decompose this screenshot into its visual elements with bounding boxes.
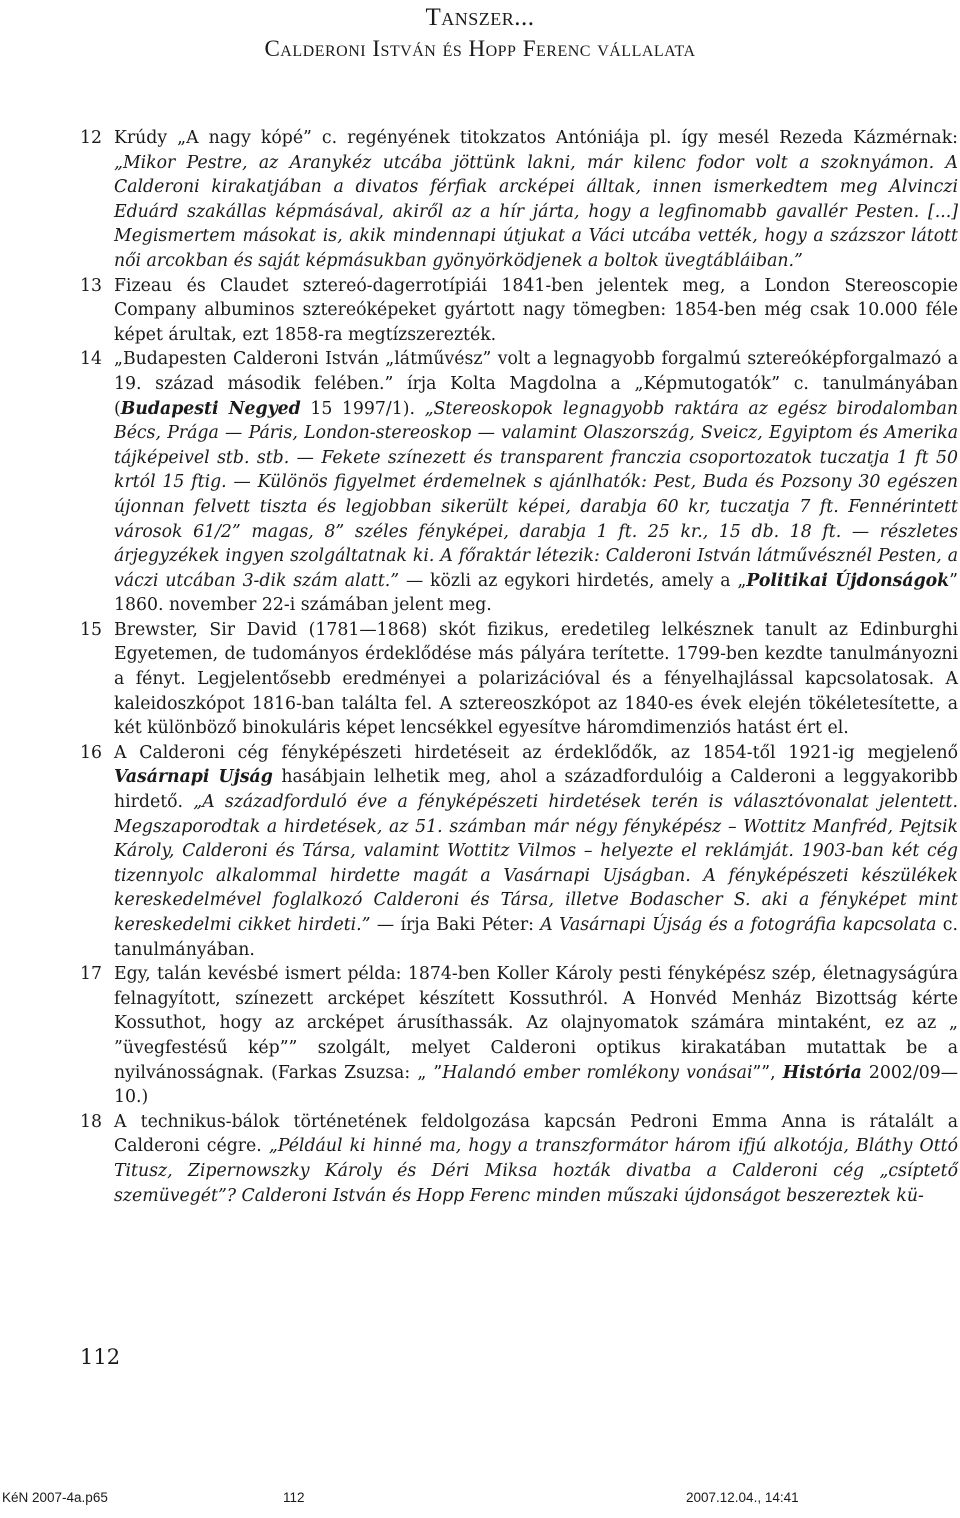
text-run: Fizeau és Claudet sztereó-dagerrotípiái 1841-ben jelentek meg, a London Stereoscopie Company albuminos sztereóképeket gyártott nagy tömegben: 1854-ben még csak 10.000 féle képet árultak, ezt 1858-ra megtízszerezték. [114, 275, 958, 345]
footnote-text [114, 347, 958, 618]
print-footer [0, 1490, 960, 1514]
footnote-number: 13 [80, 275, 102, 296]
text-run: A Vasárnapi Újság és a fotográfia kapcsolata [540, 915, 937, 935]
footer-page: 112 [283, 1490, 305, 1505]
text-run: 2002/09—10.) [114, 1062, 958, 1108]
text-run: Budapesti Negyed [120, 398, 301, 419]
text-run: — közli az egykori hirdetés, amely a „ [399, 570, 747, 591]
text-run: ” 1860. november 22-i számában jelent meg. [114, 570, 958, 616]
footnote-text [114, 962, 958, 1110]
footnote-number: 15 [80, 619, 102, 640]
text-run: „Budapesten Calderoni István „látművész” volt a legnagyobb forgalmú sztereóképforgalmazó a 19. század második felében.” írja Kolta Magdolna a „Képmutogatók” c. tanulmányában ( [114, 349, 958, 419]
text-run: ””, [752, 1062, 783, 1083]
text-run: „Például ki hinné ma, hogy a transzformátor három ifjú alkotója, Bláthy Ottó Titusz, Zipernowszky Károly és Déri Miksa hozták divatba a Calderoni cég „csíptető szemüvegét”? Calderoni István és Hopp Ferenc minden műszaki újdonságot beszereztek kü- [114, 1136, 958, 1206]
text-run: Brewster, Sir David (1781—1868) skót fizikus, eredetileg lelkésznek tanult az Edinburghi Egyetemen, de tudományos érdeklődése más pályára terítette. 1799-ben kezdte tanulmányozni a fényt. Legjelentősebb eredményei a polarizációval és a fényelhajlással kapcsolatosak. A kaleidoszkópot 1816-ban találta fel. A sztereoszkópot az 1840-es évek elején tökéletesítette, a két különböző binokuláris képet lencsékkel egyesítve háromdimenziós hatást ért el. [114, 619, 958, 739]
text-run: A Calderoni cég fényképészeti hirdetéseit az érdeklődők, az 1854-től 1921-ig megjelenő [114, 742, 958, 763]
footer-filename: KéN 2007-4a.p65 [2, 1490, 108, 1505]
footnote-number: 16 [80, 742, 102, 763]
text-run: Politikai Újdonságok [746, 570, 950, 591]
footnote-text [114, 126, 958, 274]
footnote-text [114, 1110, 958, 1208]
footnote [80, 347, 958, 618]
text-run: c. tanulmányában. [114, 915, 958, 960]
text-run: A technikus-bálok történetének feldolgozása kapcsán Pedroni Emma Anna is rátalált a Calderoni cégre. [114, 1111, 958, 1157]
page-number: 112 [80, 1345, 121, 1369]
running-header [0, 0, 960, 64]
footnote-number: 14 [80, 349, 102, 370]
text-run: Halandó ember romlékony vonásai [442, 1062, 753, 1083]
footnote-number: 18 [80, 1111, 102, 1132]
footnote-text [114, 618, 958, 741]
text-run: História [782, 1062, 862, 1083]
text-run: Egy, talán kevésbé ismert példa: 1874-ben Koller Károly pesti fényképész szép, életnagyságúra felnagyított, színezett arcképet készített Kossuthról. A Honvéd Menház Bizottság kérte Kossuthot, hogy az arcképet árusíthassák. Az olajnyomatok számára mintaként, ez az „ ”üvegfestésű kép”” szolgált, melyet Calderoni optikus kirakatában mutattak be a nyilvánosságnak. (Farkas Zsuzsa: „ ” [114, 964, 958, 1083]
header-subtitle: Calderoni István és Hopp Ferenc vállalata [264, 36, 696, 61]
footnote-text [114, 274, 958, 348]
footnote-number: 17 [80, 964, 102, 985]
header-title: Tanszer... [425, 4, 535, 31]
text-run: 15 1997/1). [300, 398, 425, 419]
footnote [80, 126, 958, 274]
footnote [80, 618, 958, 741]
footnote-text [114, 741, 958, 962]
footnote [80, 274, 958, 348]
footnote-number: 12 [80, 128, 102, 148]
text-run: „Stereoskopok legnagyobb raktára az egész birodalomban Bécs, Prága — Páris, London-stereoskop — valamint Olaszország, Sveicz, Egyiptom és Amerika tájképeivel stb. stb. — Fekete színezett és transparent franczia csoportozatok tuczatja 1 ft 50 krtól 15 ftig. — Különös figyelmet érdemelnek s ajánlhatók: Pest, Buda és Pozsony 30 egészen újonnan felvett tiszta és legjobban sikerült képei, darabja 60 kr, tuczatja 7 ft. Fennérintett városok 61/2” magas, 8” széles fényképei, darabja 1 ft. 25 kr., 15 db. 18 ft. — részletes árjegyzékek ingyen szolgáltatnak ki. A főraktár létezik: Calderoni István látművésznél Pesten, a váczi utcában 3-dik szám alatt.” [114, 398, 958, 591]
text-run: Krúdy „A nagy kópé” c. regényének titokzatos Antóniája pl. így mesél Rezeda Kázmérnak: [114, 128, 958, 148]
text-run: hasábjain lelhetik meg, ahol a századfordulóig a Calderoni a leggyakoribb hirdető. [114, 767, 958, 813]
footnote [80, 962, 958, 1110]
text-run: „Mikor Pestre, az Aranykéz utcába jöttünk lakni, már kilenc fodor volt a szoknyámon. A Calderoni kirakatjában a divatos férfiak arcképei álltak, innen ismerkedtem meg Alvinczi Eduárd szakállas képmásával, akiről az a hír járta, hogy a legfinomabb gavallér Pesten. [...] Megismertem másokat is, akik mindennapi útjukat a Váci utcába vették, hogy a százszor látott női arcokban és saját képmásukban gyönyörködjenek a boltok üvegtábláiban.” [114, 152, 958, 271]
text-run: „A századforduló éve a fényképészeti hirdetések terén is választóvonalat jelentett. Megszaporodtak a hirdetések, az 51. számban már négy fényképész – Wottitz Manfréd, Pejtsik Károly, Calderoni és Társa, valamint Wottitz Vilmos – helyezte el reklámját. 1903-ban két cég tizennyolc alkalommal hirdette magát a Vasárnapi Ujságban. A fényképészeti készülékek kereskedelmével foglalkozó Calderoni és Társa, illetve Bodascher S. aki a fényképet mint kereskedelmi cikket hirdeti.” [114, 792, 958, 935]
footer-timestamp: 2007.12.04., 14:41 [686, 1490, 799, 1505]
text-run: — írja Baki Péter: [370, 915, 541, 935]
footnote [80, 741, 958, 962]
footnotes-list [80, 126, 958, 1208]
text-run: Vasárnapi Ujság [114, 767, 273, 788]
footnote [80, 1110, 958, 1208]
